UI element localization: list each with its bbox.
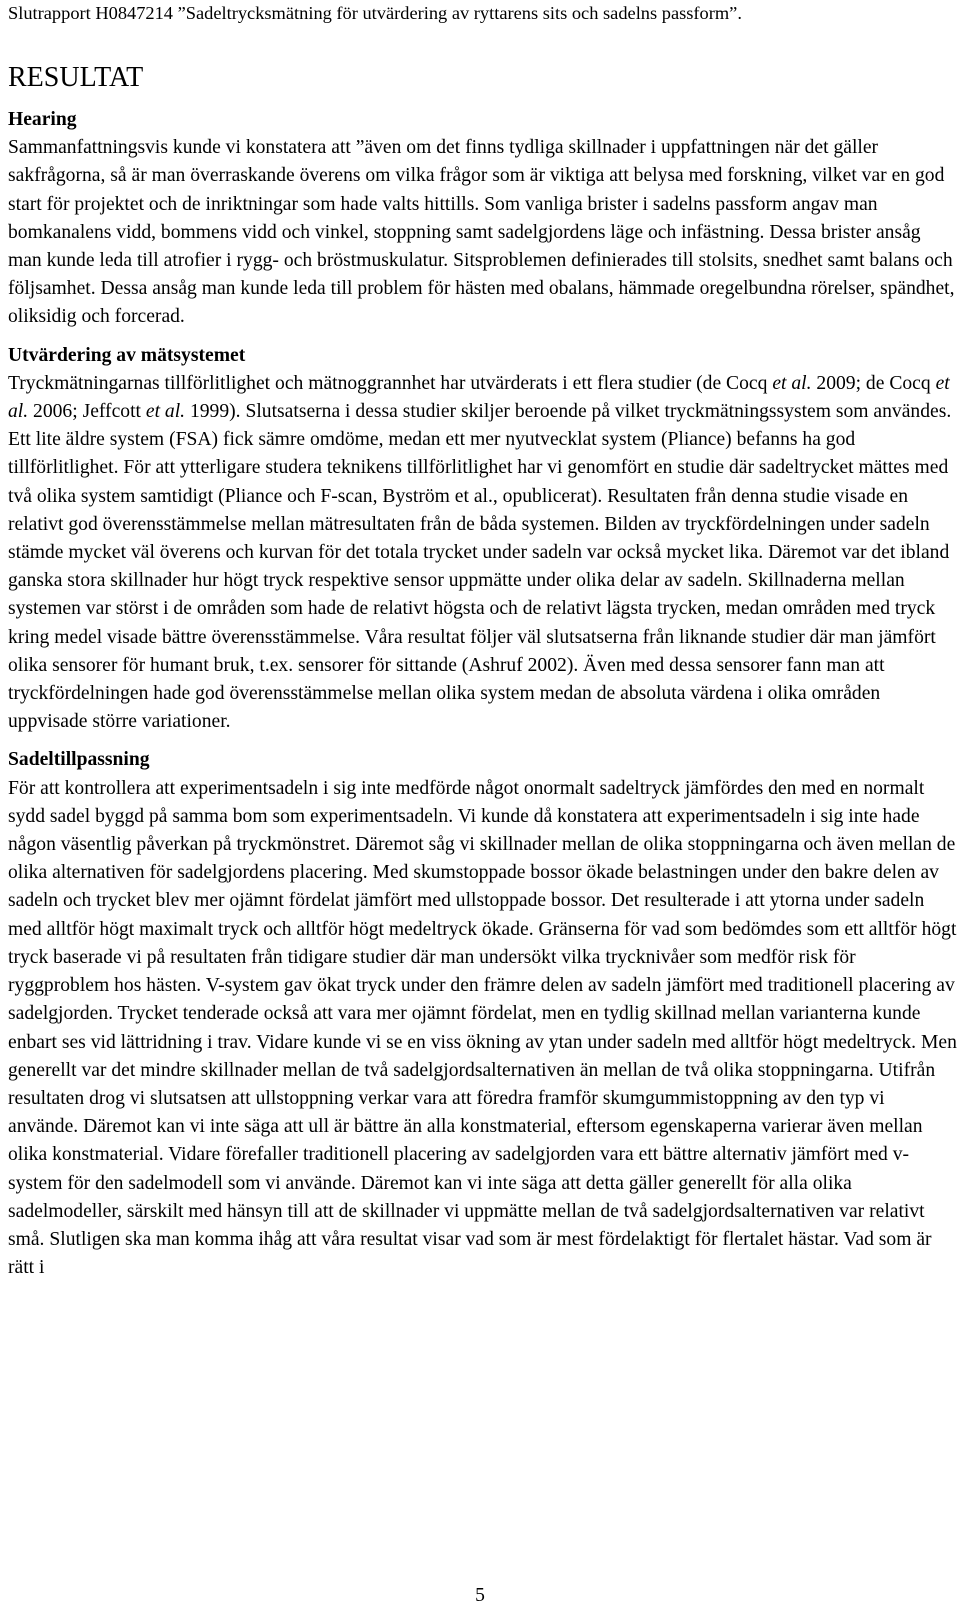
section-heading: Utvärdering av mätsystemet	[8, 344, 246, 366]
italic-text: et al.	[8, 372, 950, 423]
running-header: Slutrapport H0847214 ”Sadeltrycksmätning för utvärdering av ryttarens sits och sadelns passform”.	[8, 3, 742, 23]
italic-text: et al.	[772, 372, 812, 394]
body-paragraph	[8, 370, 958, 737]
text-run: Tryckmätningarnas tillförlitlighet och mätnoggrannhet har utvärderats i ett flera studier (de Cocq	[8, 372, 773, 394]
text-run: 2006; Jeffcott	[28, 401, 146, 423]
text-run: 2009; de Cocq	[811, 372, 936, 394]
document-body	[8, 106, 958, 1292]
section-title: RESULTAT	[8, 62, 144, 93]
text-run: För att kontrollera att experimentsadeln i sig inte medförde något onormalt sadeltryck jämfördes den med en normalt sydd sadel byggd på samma bom som experimentsadeln. Vi kunde då konstatera att experimentsadeln i sig inte hade någon väsentlig påverkan på tryckmönstret. Däremot såg vi skillnader mellan de olika stoppningarna och även mellan de olika alternativen för sadelgjordens placering. Med skumstoppade bossor ökade belastningen under den bakre delen av sadeln och trycket blev mer ojämnt fördelat jämfört med ullstoppade bossor. Det resulterade i att ytorna under sadeln med alltför högt maximalt tryck och alltför högt medeltryck ökade. Gränserna för vad som bedömdes som ett alltför högt tryck baserade vi på resultaten från tidigare studier där man undersökt vilka trycknivåer som medför risk för ryggproblem hos hästen. V-system gav ökat tryck under den främre delen av sadeln jämfört med traditionell placering av sadelgjorden. Trycket tenderade också att vara mer ojämnt fördelat, men en tydlig skillnad mellan varianterna kunde enbart ses vid lättridning i trav. Vidare kunde vi se en viss ökning av ytan under sadeln med alltför högt medeltryck. Men generellt var det mindre skillnader mellan de två sadelgjordsalternativen än mellan de två olika stoppningarna. Utifrån resultaten drog vi slutsatsen att ullstoppning verkar vara att föredra framför skumgummistoppning av den typ vi använde. Däremot kan vi inte säga att ull är bättre än alla konstmaterial, eftersom egenskaperna varierar även mellan olika konstmaterial. Vidare förefaller traditionell placering av sadelgjorden vara ett bättre alternativ jämfört med v-system för den sadelmodell som vi använde. Däremot kan vi inte säga att detta gäller generellt för alla olika sadelmodeller, särskilt med hänsyn till att de skillnader vi uppmätte mellan de två sadelgjordsalternativen var relativt små. Slutligen ska man komma ihåg att våra resultat visar vad som är mest fördelaktigt för flertalet hästar. Vad som är rätt i	[8, 777, 957, 1279]
body-paragraph	[8, 775, 958, 1283]
italic-text: et al.	[145, 401, 186, 423]
text-run: Sammanfattningsvis kunde vi konstatera att ”även om det finns tydliga skillnader i uppfattningen när det gäller sakfrågorna, så är man överraskande överens om vilka frågor som är viktiga att belysa med forskning, vilket var en god start för projektet och de inriktningar som hade valts hittills. Som vanliga brister i sadelns passform angav man bomkanalens vidd, bommens vidd och vinkel, stoppning samt sadelgjordens läge och infästning. Dessa brister ansåg man kunde leda till atrofier i rygg- och bröstmuskulatur. Sitsproblemen definierades till stolsits, snedhet samt balans och följsamhet. Dessa ansåg man kunde leda till problem för hästen med obalans, hämmade oregelbundna rörelser, spändhet, oliksidig och forcerad.	[8, 137, 955, 328]
section-heading: Hearing	[8, 109, 77, 130]
text-run: 1999). Slutsatserna i dessa studier skiljer beroende på vilket tryckmätningssystem som användes. Ett lite äldre system (FSA) fick sämre omdöme, medan ett mer nyutvecklat system (Pliance) befanns ha god tillförlitlighet. För att ytterligare studera teknikens tillförlitlighet har vi genomfört en studie där sadeltrycket mättes med två olika system samtidigt (Pliance och F-scan, Byström et al., opublicerat). Resultaten från denna studie visade en relativt god överensstämmelse mellan mätresultaten från de båda systemen. Bilden av tryckfördelningen under sadeln stämde mycket väl överens och kurvan för det totala trycket under sadeln var också mycket lika. Däremot var det ibland ganska stora skillnader hur högt tryck respektive sensor uppmätte under olika delar av sadeln. Skillnaderna mellan systemen var störst i de områden som hade de relativt högsta och de relativt lägsta trycken, medan områden med tryck kring medel visade bättre överensstämmelse. Våra resultat följer väl slutsatserna från liknande studier där man jämfört olika sensorer för humant bruk, t.ex. sensorer för sittande (Ashruf 2002). Även med dessa sensorer fann man att tryckfördelningen hade god överensstämmelse mellan olika system medan de absoluta värdena i olika områden uppvisade större variationer.	[8, 401, 952, 733]
body-paragraph	[8, 134, 958, 331]
section-heading: Sadeltillpassning	[8, 749, 150, 771]
page-number: 5	[475, 1585, 485, 1606]
